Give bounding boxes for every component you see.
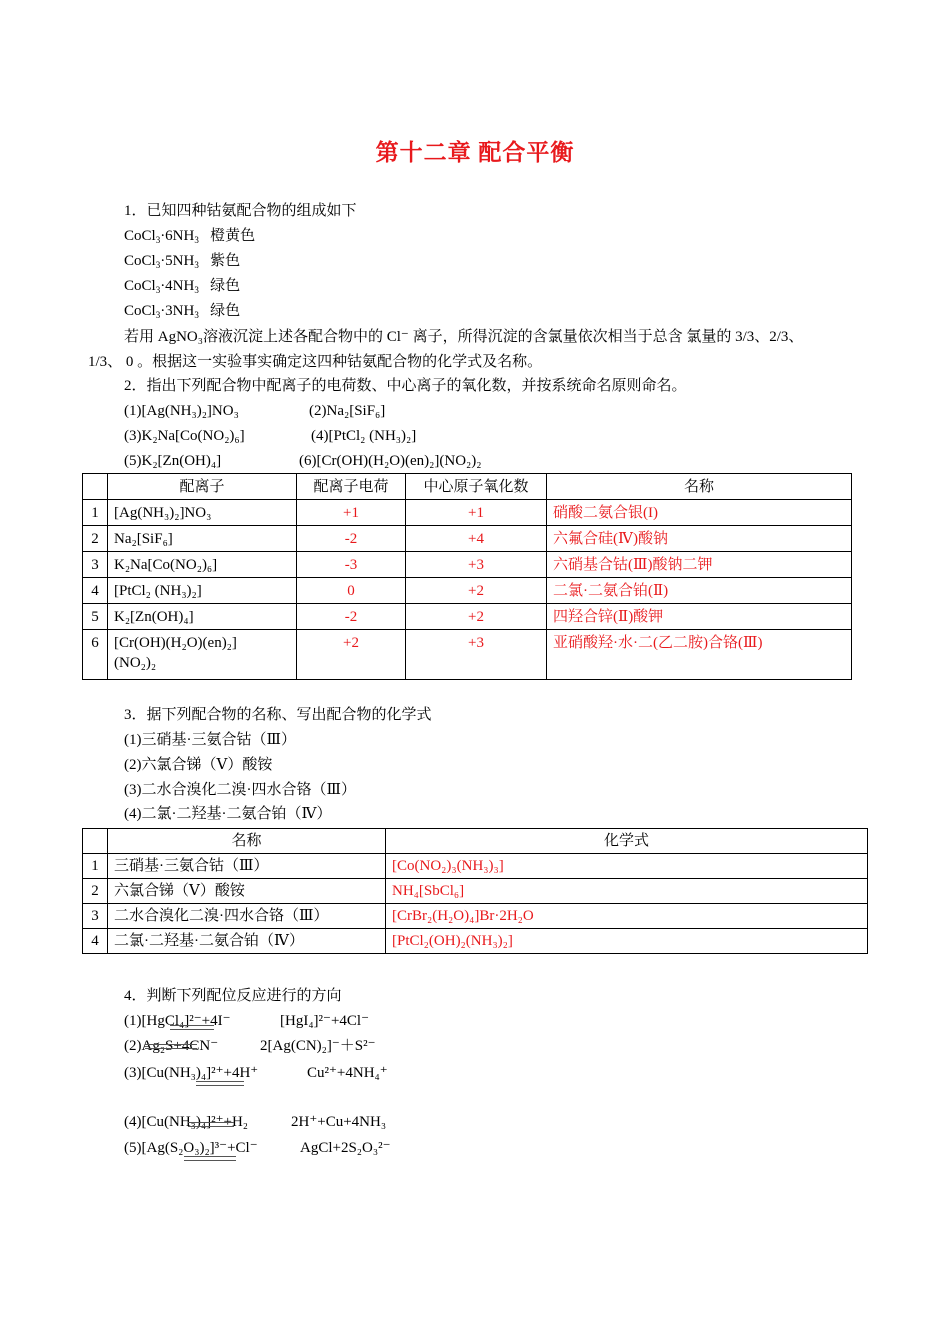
- q1-compound-1: [124, 226, 255, 246]
- formula-cell: [PtCl₂(OH)₂(NH₃)₂]: [386, 929, 868, 954]
- oxidation-cell: +3: [406, 552, 547, 578]
- charge-cell: +2: [297, 630, 406, 680]
- table-row: [83, 904, 868, 929]
- q2-list-item-6: (6)[Cr(OH)(H₂O)(en)₂](NO₂)₂: [299, 453, 482, 469]
- subscript: 3: [155, 285, 161, 295]
- oxidation-cell: +2: [406, 604, 547, 630]
- q2-intro: 2．指出下列配合物中配离子的电荷数、中心离子的氧化数，并按系统命名原则命名。: [124, 378, 687, 394]
- header-cell: 名称: [547, 474, 852, 500]
- header-cell: 配离子: [108, 474, 297, 500]
- ion-line-1: [Cr(OH)(H₂O)(en)₂]: [114, 635, 237, 651]
- q1-compound-4: [124, 301, 240, 321]
- name-cell: 三硝基·三氨合钴（Ⅲ）: [108, 854, 386, 879]
- formula-cell: [CrBr₂(H₂O)₄]Br·2H₂O: [386, 904, 868, 929]
- table-row: [83, 500, 852, 526]
- q2-table: [82, 473, 852, 680]
- q1-intro: 1．已知四种钴氨配合物的组成如下: [124, 203, 357, 219]
- table-row: [83, 879, 868, 904]
- header-cell: [83, 474, 108, 500]
- row-number: 2: [83, 526, 108, 552]
- reaction-3-right: Cu²⁺+4NH₄⁺: [307, 1065, 388, 1081]
- q1-paragraph-line1: 若用 AgNO₃溶液沉淀上述各配合物中的 Cl⁻ 离子，所得沉淀的含氯量依次相当于总含 氯量的 3/3、2/3、: [124, 329, 804, 345]
- table-header-row: [83, 829, 868, 854]
- oxidation-cell: +2: [406, 578, 547, 604]
- subscript: 3: [155, 260, 161, 270]
- page-title: 第十二章 配合平衡: [375, 140, 575, 165]
- table-row: [83, 630, 852, 680]
- equilibrium-arrow-icon: [145, 1044, 197, 1049]
- charge-cell: -3: [297, 552, 406, 578]
- oxidation-cell: +3: [406, 630, 547, 680]
- subscript: 3: [194, 310, 199, 320]
- name-cell: 二氯·二羟基·二氨合铂（Ⅳ）: [108, 929, 386, 954]
- charge-cell: +1: [297, 500, 406, 526]
- compound-color: 紫色: [210, 253, 241, 269]
- ion-cell: K₂Na[Co(NO₂)₆]: [108, 552, 297, 578]
- reaction-2-right: 2[Ag(CN)₂]⁻＋S²⁻: [260, 1038, 376, 1054]
- row-number: 1: [83, 854, 108, 879]
- q2-list-item-5: (5)K₂[Zn(OH)₄]: [124, 453, 222, 469]
- q3-intro: 3．据下列配合物的名称、写出配合物的化学式: [124, 707, 432, 723]
- q1-compound-2: [124, 251, 240, 271]
- table-row: [83, 854, 868, 879]
- name-cell: 四羟合锌(Ⅱ)酸钾: [547, 604, 852, 630]
- row-number: 5: [83, 604, 108, 630]
- q1-compound-3: [124, 276, 240, 296]
- header-cell: 名称: [108, 829, 386, 854]
- q3-table: [82, 828, 868, 954]
- name-cell: 二水合溴化二溴·四水合铬（Ⅲ）: [108, 904, 386, 929]
- ion-cell: Na₂[SiF₆]: [108, 526, 297, 552]
- row-number: 3: [83, 552, 108, 578]
- formula: CoCl: [124, 278, 156, 294]
- subscript: 3: [155, 235, 161, 245]
- q1-paragraph-line2: 1/3、 0 。根据这一实验事实确定这四种钴氨配合物的化学式及名称。: [88, 354, 543, 370]
- row-number: 4: [83, 929, 108, 954]
- name-cell: 二氯·二氨合铂(Ⅱ): [547, 578, 852, 604]
- formula-part: ·4NH: [160, 278, 195, 294]
- q2-list-item-4: (4)[PtCl₂ (NH₃)₂]: [311, 428, 417, 444]
- formula: CoCl: [124, 303, 156, 319]
- table-row: [83, 578, 852, 604]
- charge-cell: -2: [297, 526, 406, 552]
- name-cell: 六氯合锑（Ⅴ）酸铵: [108, 879, 386, 904]
- ion-cell: [Ag(NH₃)₂]NO₃: [108, 500, 297, 526]
- formula-part: ·5NH: [160, 253, 195, 269]
- subscript: 3: [194, 285, 199, 295]
- name-cell: 六硝基合钴(Ⅲ)酸钠二钾: [547, 552, 852, 578]
- formula-part: ·6NH: [160, 228, 195, 244]
- q3-list-item-3: (3)二水合溴化二溴·四水合铬（Ⅲ）: [124, 782, 356, 798]
- row-number: 1: [83, 500, 108, 526]
- row-number: 4: [83, 578, 108, 604]
- q3-list-item-4: (4)二氯·二羟基·二氨合铂（Ⅳ）: [124, 806, 332, 822]
- reaction-4-right: 2H⁺+Cu+4NH₃: [291, 1114, 387, 1130]
- row-number: 6: [83, 630, 108, 680]
- reaction-4-left: (4)[Cu(NH₃)₄]²⁺+H₂: [124, 1114, 249, 1130]
- oxidation-cell: +1: [406, 500, 547, 526]
- ion-line-2: (NO₂)₂: [114, 655, 157, 671]
- header-cell: 中心原子氧化数: [406, 474, 547, 500]
- subscript: 3: [155, 310, 161, 320]
- equilibrium-arrow-icon: [196, 1081, 244, 1086]
- table-row: [83, 929, 868, 954]
- formula: CoCl: [124, 228, 156, 244]
- q2-list-item-3: (3)K₂Na[Co(NO₂)₆]: [124, 428, 245, 444]
- name-cell: 亚硝酸羟·水·二(乙二胺)合铬(Ⅲ): [547, 630, 852, 680]
- name-cell: 六氟合硅(Ⅳ)酸钠: [547, 526, 852, 552]
- formula: CoCl: [124, 253, 156, 269]
- ion-cell: [108, 630, 297, 680]
- reaction-5-right: AgCl+2S₂O₃²⁻: [300, 1140, 391, 1156]
- table-row: [83, 604, 852, 630]
- header-cell: 化学式: [386, 829, 868, 854]
- ion-cell: [PtCl₂ (NH₃)₂]: [108, 578, 297, 604]
- table-row: [83, 552, 852, 578]
- formula-part: ·3NH: [160, 303, 195, 319]
- reaction-3-left: (3)[Cu(NH₃)₄]²⁺+4H⁺: [124, 1065, 259, 1081]
- reaction-2-left: (2)Ag₂S+4CN⁻: [124, 1038, 219, 1054]
- formula-cell: [Co(NO₂)₃(NH₃)₃]: [386, 854, 868, 879]
- reaction-1-left: (1)[HgCl₄]²⁻+4I⁻: [124, 1013, 231, 1029]
- subscript: 3: [194, 235, 199, 245]
- header-cell: 配离子电荷: [297, 474, 406, 500]
- oxidation-cell: +4: [406, 526, 547, 552]
- table-row: [83, 526, 852, 552]
- formula-cell: NH₄[SbCl₆]: [386, 879, 868, 904]
- row-number: 2: [83, 879, 108, 904]
- row-number: 3: [83, 904, 108, 929]
- compound-color: 绿色: [210, 278, 241, 294]
- equilibrium-arrow-icon: [184, 1156, 236, 1161]
- equilibrium-arrow-icon: [188, 1122, 234, 1127]
- q2-list-item-1: (1)[Ag(NH₃)₂]NO₃: [124, 403, 239, 419]
- table-header-row: [83, 474, 852, 500]
- q3-list-item-1: (1)三硝基·三氨合钴（Ⅲ）: [124, 732, 296, 748]
- equilibrium-arrow-icon: [170, 1025, 214, 1030]
- charge-cell: -2: [297, 604, 406, 630]
- q3-list-item-2: (2)六氯合锑（Ⅴ）酸铵: [124, 757, 273, 773]
- ion-cell: K₂[Zn(OH)₄]: [108, 604, 297, 630]
- q2-list-item-2: (2)Na₂[SiF₆]: [309, 403, 386, 419]
- charge-cell: 0: [297, 578, 406, 604]
- header-cell: [83, 829, 108, 854]
- name-cell: 硝酸二氨合银(I): [547, 500, 852, 526]
- reaction-1-right: [HgI₄]²⁻+4Cl⁻: [280, 1013, 370, 1029]
- q4-intro: 4．判断下列配位反应进行的方向: [124, 988, 342, 1004]
- subscript: 3: [194, 260, 199, 270]
- compound-color: 绿色: [210, 303, 241, 319]
- compound-color: 橙黄色: [210, 228, 256, 244]
- reaction-5-left: (5)[Ag(S₂O₃)₂]³⁻+Cl⁻: [124, 1140, 258, 1156]
